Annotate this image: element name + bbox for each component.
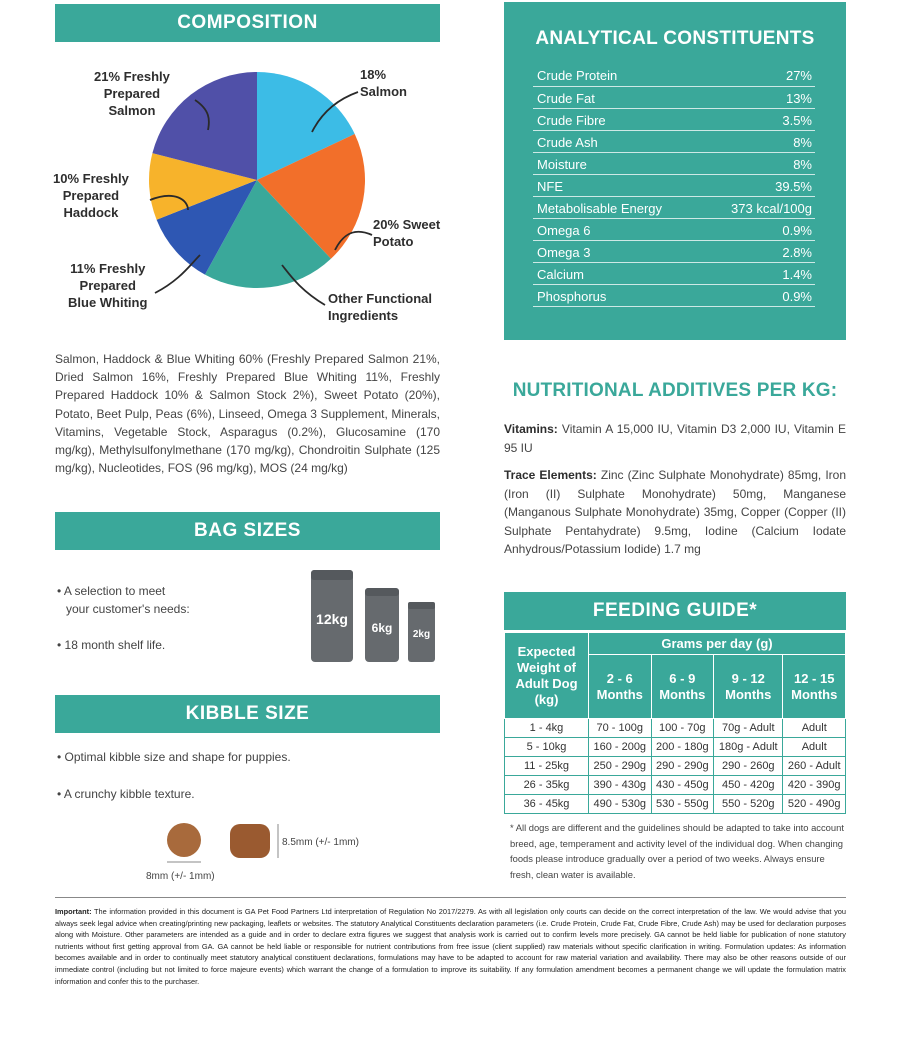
footer-divider	[55, 897, 846, 898]
analytical-value: 2.8%	[702, 240, 815, 262]
pie-label-haddock: 10% Freshly Prepared Haddock	[53, 171, 129, 220]
analytical-name: Metabolisable Energy	[533, 196, 702, 218]
feeding-weight-cell: 26 - 35kg	[505, 776, 589, 795]
feeding-row	[505, 738, 846, 757]
feeding-row	[505, 757, 846, 776]
analytical-value: 373 kcal/100g	[702, 196, 815, 218]
analytical-value: 0.9%	[702, 284, 815, 306]
feeding-grams-cell: 420 - 390g	[783, 776, 846, 795]
kibble-width-label: 8mm (+/- 1mm)	[146, 871, 215, 882]
age-header-9-12: 9 - 12 Months	[714, 655, 783, 719]
analytical-row	[533, 130, 815, 152]
feeding-grams-cell: 530 - 550g	[651, 795, 714, 814]
analytical-value: 3.5%	[702, 108, 815, 130]
feeding-grams-cell: 70 - 100g	[589, 719, 652, 738]
bullet-dot: •	[57, 787, 64, 801]
feeding-grams-cell: 290 - 260g	[714, 757, 783, 776]
pie-label-other-functional: Other Functional Ingredients	[328, 291, 432, 323]
analytical-row	[533, 174, 815, 196]
pie-label-salmon: 18% Salmon	[360, 67, 407, 99]
age-header-12-15: 12 - 15 Months	[783, 655, 846, 719]
analytical-row	[533, 108, 815, 130]
analytical-name: Phosphorus	[533, 284, 702, 306]
kibble-height-label: 8.5mm (+/- 1mm)	[282, 837, 359, 848]
feeding-grams-cell: 290 - 290g	[651, 757, 714, 776]
pie-label-blue-whiting: 11% Freshly Prepared Blue Whiting	[68, 261, 148, 310]
feeding-weight-cell: 11 - 25kg	[505, 757, 589, 776]
nutritional-heading: NUTRITIONAL ADDITIVES PER KG:	[512, 380, 838, 401]
vitamins-text: Vitamins: Vitamin A 15,000 IU, Vitamin D3 2,000 IU, Vitamin E 95 IU	[504, 422, 846, 455]
analytical-row	[533, 196, 815, 218]
feeding-grams-cell: 200 - 180g	[651, 738, 714, 757]
feeding-grams-cell: 520 - 490g	[783, 795, 846, 814]
analytical-name: Crude Ash	[533, 130, 702, 152]
analytical-value: 0.9%	[702, 218, 815, 240]
composition-pie-chart	[53, 50, 460, 340]
analytical-row	[533, 262, 815, 284]
feeding-weight-cell: 1 - 4kg	[505, 719, 589, 738]
grams-per-day-header: Grams per day (g)	[589, 633, 846, 655]
feeding-grams-cell: 450 - 420g	[714, 776, 783, 795]
analytical-row	[533, 284, 815, 306]
bullet-dot: •	[57, 584, 64, 598]
bag-sizes-heading: BAG SIZES	[55, 512, 440, 550]
square-kibble	[230, 824, 270, 858]
feeding-row	[505, 776, 846, 795]
kibble-illustration	[160, 818, 300, 868]
analytical-name: Crude Fat	[533, 86, 702, 108]
bag-bullet-2: • 18 month shelf life.	[57, 638, 166, 652]
feeding-grams-cell: 260 - Adult	[783, 757, 846, 776]
analytical-row	[533, 218, 815, 240]
bag-illustrations	[305, 566, 445, 666]
analytical-heading: ANALYTICAL CONSTITUENTS	[535, 28, 815, 49]
analytical-row	[533, 152, 815, 174]
feeding-guide-heading: FEEDING GUIDE*	[504, 592, 846, 630]
feeding-grams-cell: 490 - 530g	[589, 795, 652, 814]
bag-2kg	[408, 602, 435, 662]
feeding-grams-cell: 70g - Adult	[714, 719, 783, 738]
weight-header: Expected Weight of Adult Dog (kg)	[505, 633, 589, 719]
pie-label-sweet-potato: 20% Sweet Potato	[373, 217, 441, 249]
analytical-value: 8%	[702, 130, 815, 152]
feeding-grams-cell: Adult	[783, 738, 846, 757]
feeding-row	[505, 795, 846, 814]
bag-6kg	[365, 588, 399, 662]
analytical-value: 39.5%	[702, 174, 815, 196]
analytical-name: NFE	[533, 174, 702, 196]
bullet-dot: •	[57, 750, 65, 764]
analytical-name: Omega 6	[533, 218, 702, 240]
important-disclaimer: Important: The information provided in this document is GA Pet Food Partners Ltd interpretation of Regulation No 2017/2279. As with all legislation only courts can decide on the correct interpretation of the law. We would advise that you always seek legal advice when creating/printing new packaging, leaflets or websites. The statutory Analytical Constituents declaration parameters (i.e. Crude Protein, Crude Fat, Crude Fibre, Crude Ash) may be used for declaration purposes along with Moisture. Other parameters are intended as a guide and in order to declare extra figures we suggest that analysis work is carried out to confirm levels more precisely. GA cannot be held liable for publication of none statutory nutrients without first getting approval from GA. GA cannot be held liable or responsible for nutrient contributions from free issue (client supplied) raw materials without specific clarification in writing. Formulation updates: As information becomes available and in order to continually meet statutory analytical constituent declarations, formulations may have to be adapted to account for raw material variation and availability. There may also be other reasons outside of our immediate control (including but not limited to force majeure events) which warrant the change of a formulation to improve its suitability. If any formulation amendment becomes a permanent change we will update the formulation matrix information and confer this to the purchaser.	[55, 907, 846, 986]
feeding-grams-cell: 250 - 290g	[589, 757, 652, 776]
analytical-row	[533, 86, 815, 108]
feeding-row	[505, 719, 846, 738]
feeding-table	[504, 632, 846, 814]
ingredients-text: Salmon, Haddock & Blue Whiting 60% (Freshly Prepared Salmon 21%, Dried Salmon 16%, Freshly Prepared Blue Whiting 11%, Freshly Prepared Haddock 10% & Salmon Stock 2%), Sweet Potato (20%), Potato, Beet Pulp, Peas (6%), Linseed, Omega 3 Supplement, Minerals, Vitamins, Vegetable Stock, Asparagus (0.2%), Glucosamine (170 mg/kg), Methylsulfonylmethane (170 mg/kg), Chondroitin Sulphate (125 mg/kg), Nucleotides, FOS (96 mg/kg), MOS (24 mg/kg)	[55, 352, 440, 476]
round-kibble	[167, 823, 201, 857]
analytical-value: 27%	[702, 64, 815, 86]
analytical-name: Calcium	[533, 262, 702, 284]
feeding-grams-cell: 180g - Adult	[714, 738, 783, 757]
kibble-bullet-2: • A crunchy kibble texture.	[57, 787, 195, 801]
analytical-row	[533, 240, 815, 262]
feeding-grams-cell: 100 - 70g	[651, 719, 714, 738]
pie-label-freshly-salmon: 21% Freshly Prepared Salmon	[94, 69, 170, 118]
kibble-size-heading: KIBBLE SIZE	[55, 695, 440, 733]
bullet-dot: •	[57, 638, 65, 652]
composition-heading: COMPOSITION	[55, 4, 440, 42]
feeding-grams-cell: 550 - 520g	[714, 795, 783, 814]
svg-text:12kg: 12kg	[316, 611, 348, 627]
analytical-name: Crude Protein	[533, 64, 702, 86]
feeding-grams-cell: Adult	[783, 719, 846, 738]
feeding-weight-cell: 5 - 10kg	[505, 738, 589, 757]
analytical-value: 8%	[702, 152, 815, 174]
bag-12kg	[311, 570, 353, 662]
analytical-name: Omega 3	[533, 240, 702, 262]
feeding-grams-cell: 430 - 450g	[651, 776, 714, 795]
analytical-name: Moisture	[533, 152, 702, 174]
feeding-grams-cell: 160 - 200g	[589, 738, 652, 757]
age-header-6-9: 6 - 9 Months	[651, 655, 714, 719]
age-header-2-6: 2 - 6 Months	[589, 655, 652, 719]
kibble-bullet-1: • Optimal kibble size and shape for puppies.	[57, 750, 291, 764]
analytical-value: 1.4%	[702, 262, 815, 284]
feeding-note: * All dogs are different and the guidelines should be adapted to take into account breed, age, temperament and activity level of the individual dog. When changing foods please introduce gradually over a period of two weeks. Always ensure fresh, clean water is available.	[510, 822, 844, 880]
feeding-weight-cell: 36 - 45kg	[505, 795, 589, 814]
svg-text:6kg: 6kg	[371, 621, 393, 635]
analytical-value: 13%	[702, 86, 815, 108]
analytical-row	[533, 64, 815, 86]
analytical-name: Crude Fibre	[533, 108, 702, 130]
trace-elements-text: Trace Elements: Zinc (Zinc Sulphate Monohydrate) 85mg, Iron (Iron (II) Sulphate Monohydrate) 50mg, Manganese (Manganous Sulphate Monohydrate) 35mg, Copper (Copper (II) Sulphate Pentahydrate) 9.5mg, Iodine (Calcium Iodate Anhydrous/Potassium Iodide) 1.7 mg	[504, 468, 847, 556]
bag-bullet-1: • A selection to meet your customer's needs:	[57, 584, 190, 616]
feeding-grams-cell: 390 - 430g	[589, 776, 652, 795]
analytical-table	[533, 64, 815, 307]
svg-text:2kg: 2kg	[412, 629, 431, 640]
